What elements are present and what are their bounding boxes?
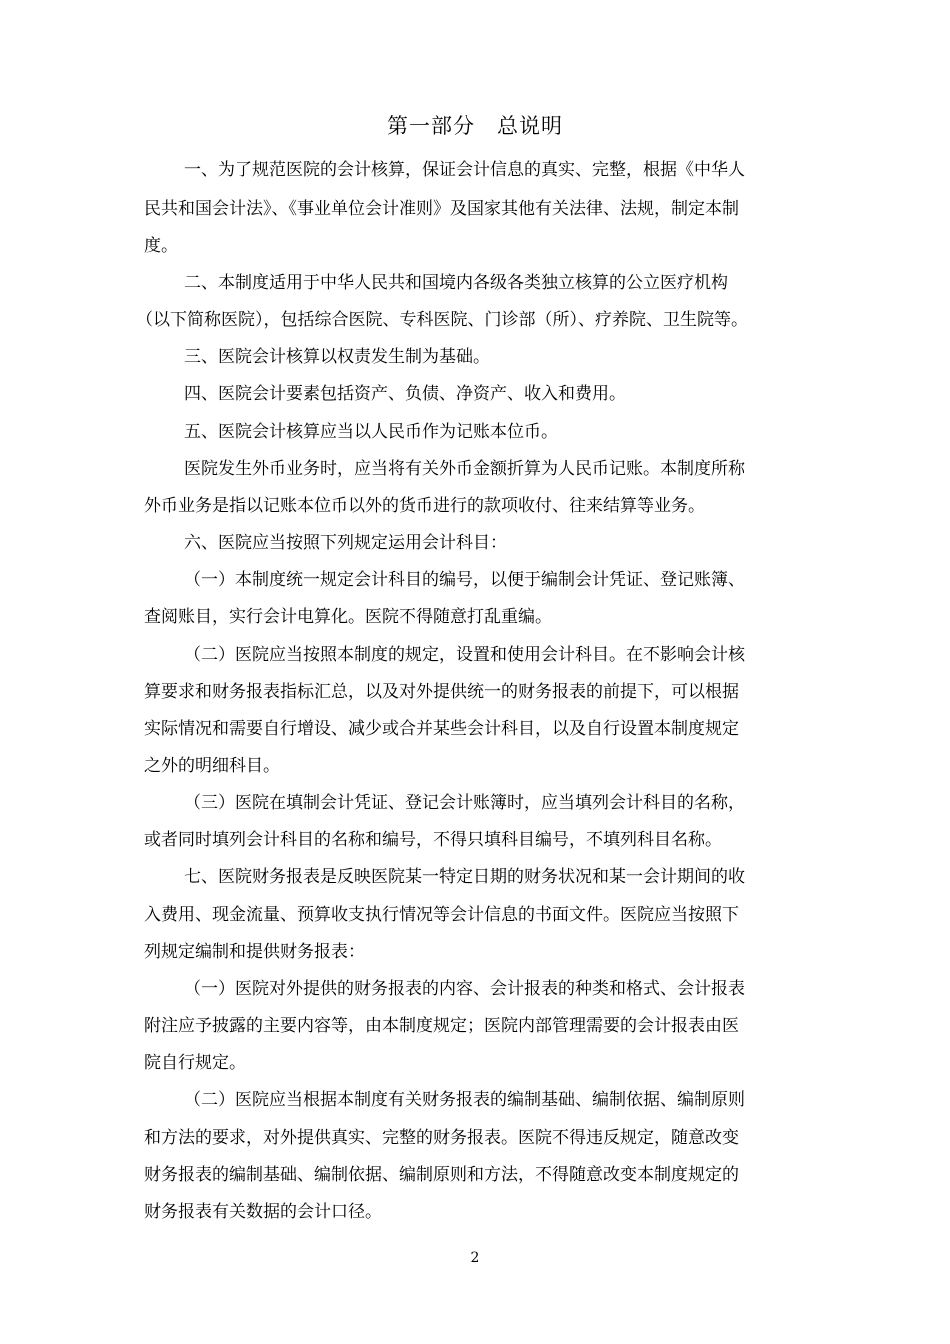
text-line: 附注应予披露的主要内容等，由本制度规定；医院内部管理需要的会计报表由医: [144, 1016, 739, 1036]
text-line: （二）医院应当根据本制度有关财务报表的编制基础、编制依据、编制原则: [184, 1090, 745, 1110]
text-line: 七、医院财务报表是反映医院某一特定日期的财务状况和某一会计期间的收: [184, 867, 745, 887]
text-line: 民共和国会计法》、《事业单位会计准则》及国家其他有关法律、法规，制定本制: [144, 199, 739, 219]
text-line: 六、医院应当按照下列规定运用会计科目：: [184, 533, 507, 553]
text-line: （二）医院应当按照本制度的规定，设置和使用会计科目。在不影响会计核: [184, 645, 745, 665]
text-line: 实际情况和需要自行增设、减少或合并某些会计科目，以及自行设置本制度规定: [144, 719, 739, 739]
text-line: 度。: [144, 236, 178, 256]
text-line: 医院发生外币业务时，应当将有关外币金额折算为人民币记账。本制度所称: [184, 459, 745, 479]
text-line: 列规定编制和提供财务报表：: [144, 942, 365, 962]
text-line: 和方法的要求，对外提供真实、完整的财务报表。医院不得违反规定，随意改变: [144, 1128, 739, 1148]
text-line: 院自行规定。: [144, 1053, 246, 1073]
text-line: 财务报表有关数据的会计口径。: [144, 1202, 382, 1222]
text-line: 入费用、现金流量、预算收支执行情况等会计信息的书面文件。医院应当按照下: [144, 905, 739, 925]
text-line: （以下简称医院），包括综合医院、专科医院、门诊部（所）、疗养院、卫生院等。: [136, 310, 748, 330]
text-line: 财务报表的编制基础、编制依据、编制原则和方法，不得随意改变本制度规定的: [144, 1165, 739, 1185]
page-title: 第一部分 总说明: [387, 114, 563, 138]
text-line: 外币业务是指以记账本位币以外的货币进行的款项收付、往来结算等业务。: [144, 496, 705, 516]
text-line: 之外的明细科目。: [144, 756, 280, 776]
text-line: 或者同时填列会计科目的名称和编号，不得只填科目编号，不填列科目名称。: [144, 830, 722, 850]
text-line: 五、医院会计核算应当以人民币作为记账本位币。: [184, 422, 558, 442]
page-number: 2: [470, 1250, 480, 1266]
text-line: （三）医院在填制会计凭证、登记会计账簿时，应当填列会计科目的名称，: [184, 793, 745, 813]
text-line: 四、医院会计要素包括资产、负债、净资产、收入和费用。: [184, 384, 626, 404]
text-line: 二、本制度适用于中华人民共和国境内各级各类独立核算的公立医疗机构: [184, 273, 728, 293]
text-line: （一）医院对外提供的财务报表的内容、会计报表的种类和格式、会计报表: [184, 979, 745, 999]
text-line: （一）本制度统一规定会计科目的编号，以便于编制会计凭证、登记账簿、: [184, 570, 745, 590]
text-line: 一、为了规范医院的会计核算，保证会计信息的真实、完整，根据《中华人: [184, 160, 745, 180]
text-line: 查阅账目，实行会计电算化。医院不得随意打乱重编。: [144, 607, 552, 627]
text-line: 三、医院会计核算以权责发生制为基础。: [184, 347, 490, 367]
text-line: 算要求和财务报表指标汇总，以及对外提供统一的财务报表的前提下，可以根据: [144, 682, 739, 702]
